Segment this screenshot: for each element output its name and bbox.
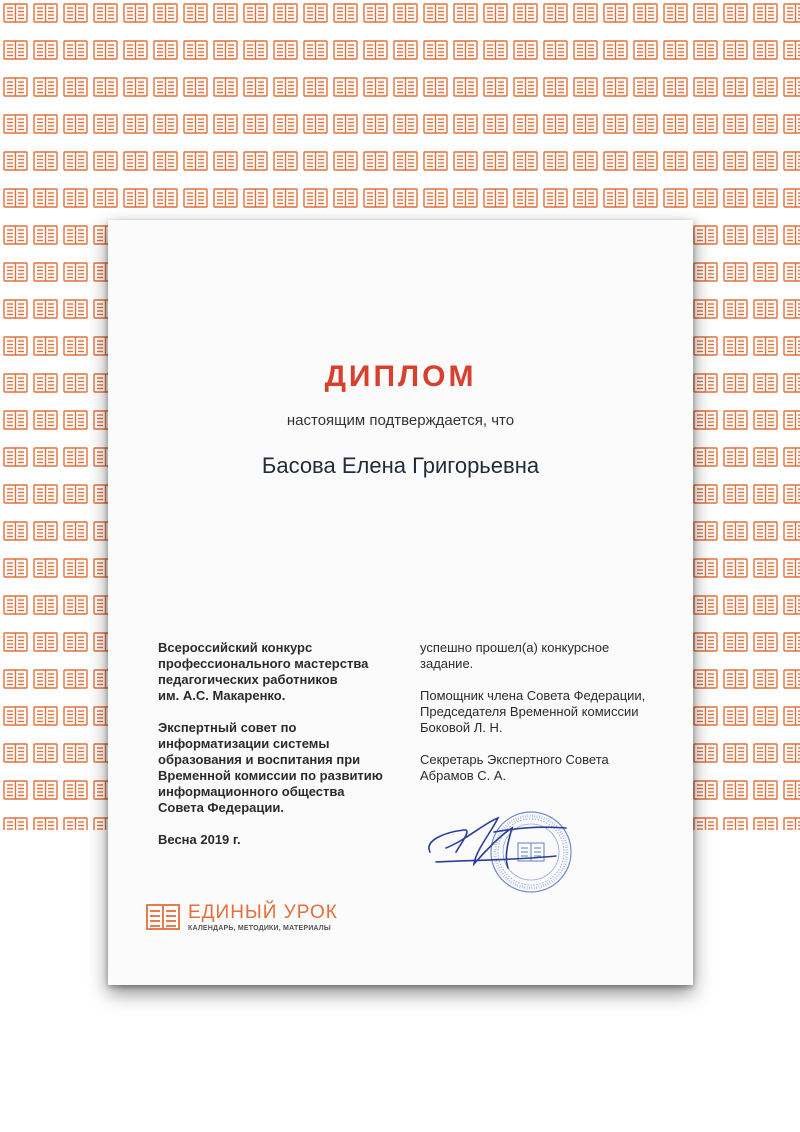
open-book-icon xyxy=(146,903,180,931)
contest-info-column xyxy=(158,640,398,864)
brand-name: ЕДИНЫЙ УРОК xyxy=(188,902,338,923)
diploma-sheet xyxy=(108,220,693,985)
brand-tagline: КАЛЕНДАРЬ, МЕТОДИКИ, МАТЕРИАЛЫ xyxy=(188,925,331,932)
contest-date: Весна 2019 г. xyxy=(158,832,241,847)
diploma-title: ДИПЛОМ xyxy=(324,360,477,393)
recipient-name: Басова Елена Григорьевна xyxy=(261,453,540,478)
assistant-signatory: Помощник члена Совета Федерации, Председателя Временной комиссии Боковой Л. Н. xyxy=(420,688,646,735)
diploma-subtitle: настоящим подтверждается, что xyxy=(286,412,515,429)
result-column xyxy=(420,640,675,800)
contest-name: Всероссийский конкурс профессионального мастерства педагогических работников им. А.С. Макаренко. xyxy=(158,640,369,703)
brand-logo xyxy=(146,900,406,940)
seal-stamp xyxy=(491,812,571,892)
council-name: Экспертный совет по информатизации системы образования и воспитания при Временной комиссии по развитию информационного общества Совета Федерации. xyxy=(158,720,383,815)
result-text: успешно прошел(а) конкурсное задание. xyxy=(420,640,610,671)
secretary-signatory: Секретарь Экспертного Совета Абрамов С. А. xyxy=(420,752,609,783)
signature-stamp xyxy=(416,790,576,900)
